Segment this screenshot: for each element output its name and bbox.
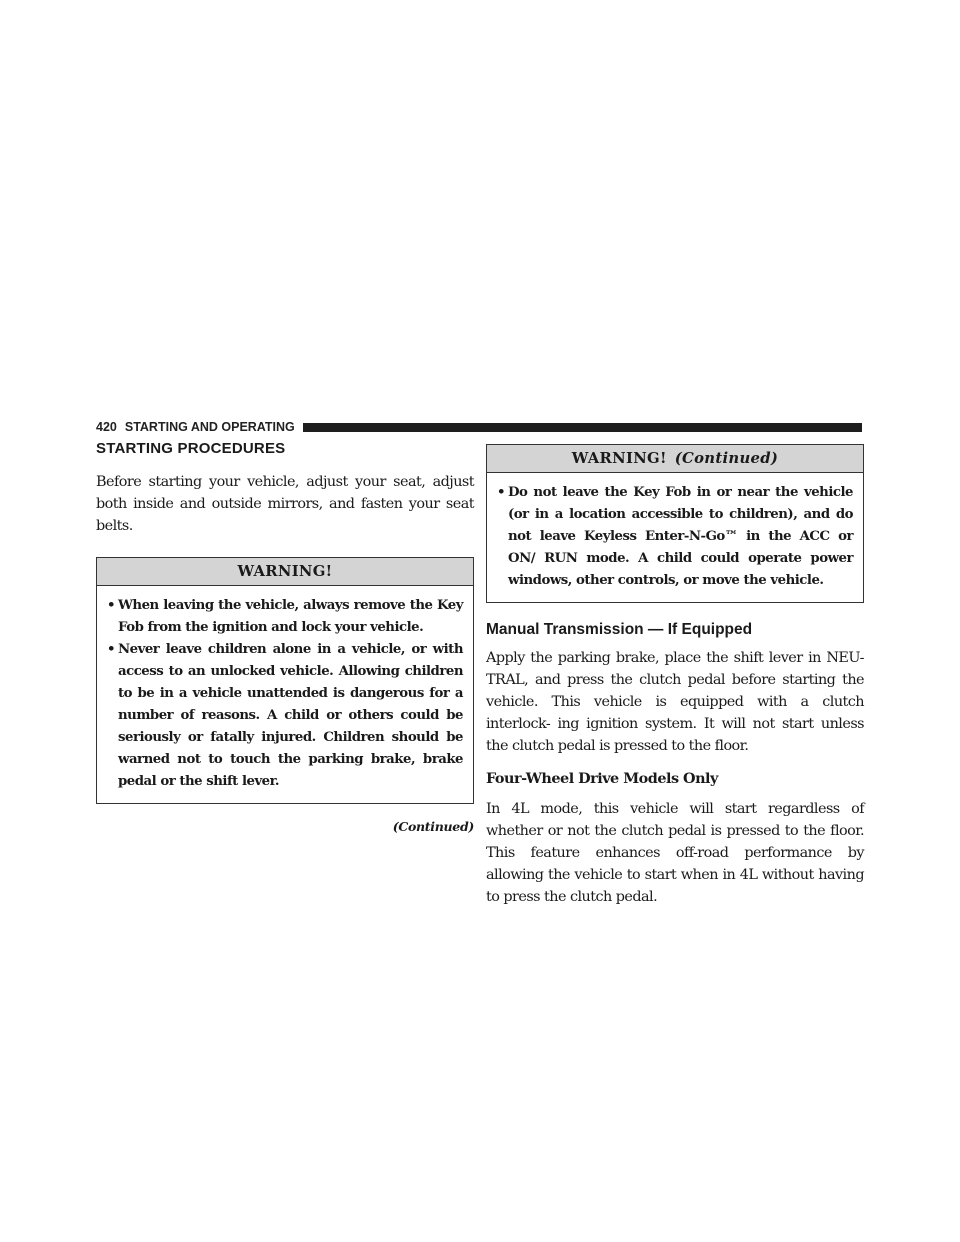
- left-column: [96, 440, 474, 834]
- warning-item-text: Never leave children alone in a vehicle, or with access to an unlocked vehicle. Allowing children to be in a vehicle unattended is dangerous for a number of reasons. A child or others could be seriously or fatally injured. Children should be warned not to touch the parking brake, brake pedal or the shift lever.: [118, 642, 463, 789]
- subsection-title: Manual Transmission — If Equipped: [486, 621, 753, 638]
- header-rule: [303, 423, 862, 432]
- four-wheel-drive-paragraph: In 4L mode, this vehicle will start regardless of whether or not the clutch pedal is pressed to the floor. This feature enhances off-road performance by allowing the vehicle to start when in 4L without having to press the clutch pedal.: [486, 801, 864, 905]
- bullet-icon: •: [107, 642, 115, 657]
- section-title: STARTING PROCEDURES: [96, 440, 286, 457]
- warning-box: [96, 557, 474, 804]
- page-header: [96, 418, 862, 436]
- warning-title: [487, 445, 863, 473]
- warning-box-continued: [486, 444, 864, 603]
- four-wheel-drive-heading: Four-Wheel Drive Models Only: [486, 770, 718, 787]
- section-name: STARTING AND OPERATING: [124, 420, 295, 434]
- warning-list: [97, 586, 473, 803]
- right-column: [486, 444, 864, 921]
- page-number: 420: [96, 420, 117, 434]
- warning-item: [107, 639, 463, 793]
- continued-note: (Continued): [392, 819, 474, 834]
- warning-item: [497, 482, 853, 592]
- warning-title-text: WARNING!: [571, 450, 667, 467]
- warning-title: WARNING!: [97, 558, 473, 586]
- warning-title-continued: (Continued): [674, 450, 779, 467]
- warning-item: [107, 595, 463, 639]
- bullet-icon: •: [497, 485, 505, 500]
- manual-transmission-paragraph: Apply the parking brake, place the shift lever in NEU- TRAL, and press the clutch pedal before starting the vehicle. This vehicle is equipped with a clutch interlock- ing ignition system. It will not start unless the clutch pedal is pressed to the floor.: [486, 650, 864, 754]
- warning-item-text: When leaving the vehicle, always remove the Key Fob from the ignition and lock your vehicle.: [118, 598, 463, 635]
- intro-paragraph: Before starting your vehicle, adjust your seat, adjust both inside and outside mirrors, and fasten your seat belts.: [96, 474, 474, 534]
- warning-item-text: Do not leave the Key Fob in or near the vehicle (or in a location accessible to children), and do not leave Keyless Enter-N-Go™ in the ACC or ON/ RUN mode. A child could operate power windows, other controls, or move the vehicle.: [508, 485, 853, 588]
- warning-list: [487, 473, 863, 602]
- bullet-icon: •: [107, 598, 115, 613]
